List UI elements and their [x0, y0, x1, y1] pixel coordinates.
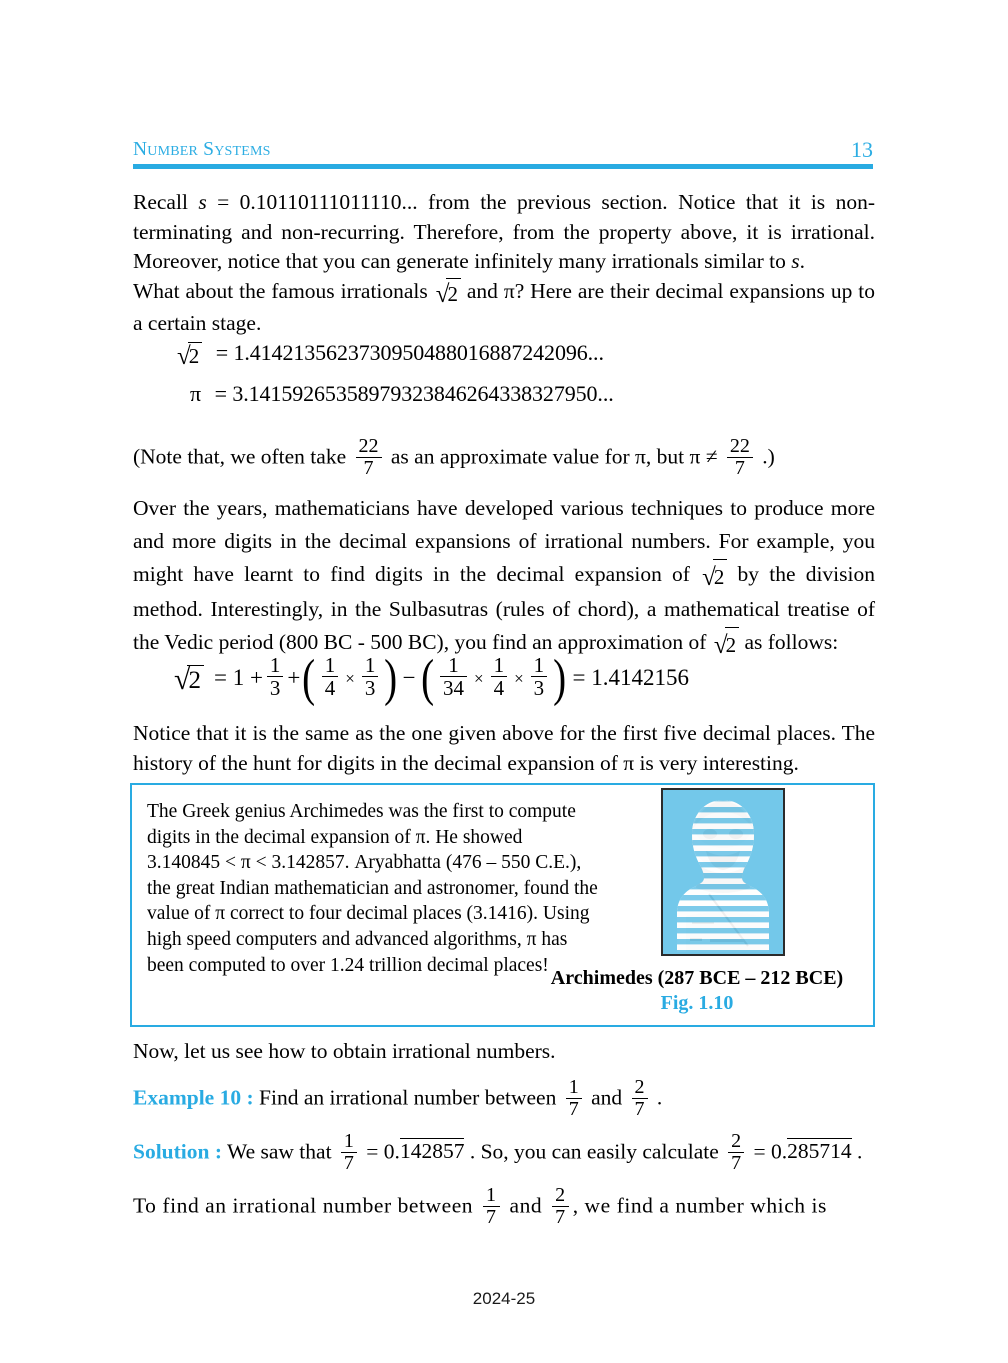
sulba-result: = 1.4142156 [572, 664, 689, 690]
fraction-denominator: 7 [727, 457, 753, 479]
fraction-22-7-second [727, 436, 753, 479]
page-number: 13 [851, 137, 873, 162]
fraction-numerator: 2 [731, 1130, 742, 1152]
fraction-denominator: 7 [728, 1152, 744, 1174]
para3-text-2: by the division method. Interestingly, in the Sulbasutras (rules of chord), a mathematical treatise of the Vedic period (800 BC - 500 BC), you find an approximation of [133, 562, 875, 654]
fraction-denominator: 7 [632, 1098, 648, 1120]
fraction-1-34 [440, 654, 467, 699]
solution-text-2: = 0. [360, 1139, 400, 1164]
fraction-2-7-solution [728, 1131, 744, 1174]
paragraph-notice-same [133, 719, 875, 778]
fraction-denominator: 7 [356, 457, 382, 479]
fraction-denominator: 34 [440, 676, 467, 699]
pi-decimal-value: = 3.14159265358979323846264338327950... [214, 381, 614, 406]
equation-sulbasutra-sqrt2: √2 = 1 + $\frac{1}{3}$ + ( $\frac{1}{4}$ × $\frac{1}{3}$ ) − ( $\frac{1}{34}$ × $\frac{1}{4}$ × $\frac{1}{3}$ ) = 1.4142156 [174, 649, 689, 707]
solution-text-4: = 0. [748, 1139, 788, 1164]
fraction-numerator: 1 [448, 653, 459, 677]
fraction-1-7-last [483, 1185, 500, 1228]
note-text-3: .) [756, 444, 775, 469]
solution-text-3: . So, you can easily calculate [464, 1139, 725, 1164]
archimedes-portrait-image [661, 788, 785, 956]
sqrt-two-inline: √2 [712, 626, 739, 661]
fraction-1-3-a [267, 654, 284, 699]
note-text-1: (Note that, we often take [133, 444, 352, 469]
solution-block [133, 1132, 875, 1175]
para6-text-1: To find an irrational number between [133, 1193, 480, 1218]
paragraph-sulbasutras [133, 492, 875, 661]
paragraph-famous-irrationals [133, 277, 875, 338]
fraction-numerator: 1 [343, 1130, 354, 1152]
repeating-decimal-285714: 285714 [787, 1139, 852, 1164]
sulba-eq-start: = 1 + [213, 664, 263, 690]
solution-text-1: We saw that [222, 1139, 337, 1164]
fraction-22-7-first [356, 436, 382, 479]
fraction-numerator: 1 [269, 653, 281, 677]
fraction-denominator: 3 [531, 676, 548, 699]
fraction-denominator: 3 [362, 676, 379, 699]
equation-pi-expansion [190, 381, 614, 407]
solution-text-5: . [851, 1139, 863, 1164]
fraction-numerator: 1 [324, 653, 336, 677]
equation-sqrt2-expansion [175, 340, 604, 369]
para1-text-3: . [799, 249, 806, 273]
archimedes-bust-icon [676, 796, 770, 952]
fraction-2-7-last [552, 1185, 569, 1228]
running-title: Number Systems [133, 139, 271, 160]
figure-label: Fig. 1.10 [660, 992, 734, 1014]
fraction-numerator: 1 [493, 653, 505, 677]
fraction-denominator: 7 [483, 1206, 500, 1228]
para4-text: Notice that it is the same as the one given above for the first five decimal places. The history of the hunt for digits in the decimal expansion of π is very interesting. [133, 721, 875, 775]
sqrt2-decimal-value: = 1.4142135623730950488016887242096... [215, 340, 604, 365]
fraction-1-3-b [362, 654, 379, 699]
para3-text-3: as follows: [739, 630, 839, 654]
para2-text-1: What about the famous irrationals [133, 279, 434, 303]
sqrt-two-inline: √2 [700, 558, 727, 593]
example-text-3: . [651, 1085, 663, 1110]
fraction-numerator: 1 [364, 653, 376, 677]
fraction-1-4-b [491, 654, 508, 699]
example-text-1: Find an irrational number between [253, 1085, 562, 1110]
repeating-decimal-142857: 142857 [399, 1139, 465, 1164]
example-10-block [133, 1078, 875, 1121]
fraction-numerator: 22 [729, 435, 750, 457]
para1-text-2: = 0.10110111011110... from the previous section. Notice that it is non-terminating and non-recurring. Therefore, from the property above, it is irrational. Moreover, notice that you can generate infinitely many irrationals similar to [133, 190, 875, 273]
fraction-denominator: 7 [552, 1206, 569, 1228]
fraction-numerator: 1 [568, 1076, 579, 1098]
fraction-denominator: 4 [322, 676, 339, 699]
para1-text-1: Recall [133, 190, 199, 214]
fraction-numerator: 22 [358, 435, 379, 457]
sqrt-two-symbol: √2 [172, 661, 204, 695]
sulba-minus-sign: − [402, 664, 416, 690]
paragraph-recall [133, 188, 875, 277]
para6-text-2: and [503, 1193, 549, 1218]
page-footer: 2024-25 [472, 1289, 536, 1308]
fraction-denominator: 7 [566, 1098, 582, 1120]
sqrt-two-inline: √2 [434, 277, 461, 309]
fraction-numerator: 2 [634, 1076, 645, 1098]
fraction-1-4-a [322, 654, 339, 699]
fraction-numerator: 2 [555, 1184, 566, 1206]
fraction-1-7-solution [341, 1131, 357, 1174]
multiplication-sign-2: × [473, 668, 484, 688]
header-divider-rule [133, 164, 873, 169]
paragraph-to-find-irrational [133, 1186, 875, 1229]
para3-text-1: Over the years, mathematicians have developed various techniques to produce more and more digits in the decimal expansions of irrational numbers. For example, you might have learnt to find digits in the decimal expansion of [133, 496, 875, 586]
fraction-1-3-c [531, 654, 548, 699]
fraction-2-7-example [632, 1077, 648, 1120]
fraction-numerator: 1 [533, 653, 545, 677]
fraction-denominator: 4 [491, 676, 508, 699]
variable-s-1: s [198, 190, 207, 214]
archimedes-caption: Archimedes (287 BCE – 212 BCE) [550, 967, 844, 989]
archimedes-box-text: The Greek genius Archimedes was the first to compute digits in the decimal expansion of π. He showed 3.140845 < π < 3.142857. Aryabhatta (476 – 550 C.E.), the great Indian mathematician and astronomer, found the value of π correct to four decimal places (3.1416). Using high speed computers and advanced algorithms, π has been computed to over 1.24 trillion decimal places! [147, 801, 598, 976]
fraction-numerator: 1 [486, 1184, 497, 1206]
sulba-plus-sign: + [287, 664, 301, 690]
variable-s-2: s [791, 249, 800, 273]
archimedes-info-box [130, 783, 875, 1027]
multiplication-sign-3: × [514, 668, 524, 688]
solution-label: Solution : [133, 1139, 223, 1164]
fraction-denominator: 3 [267, 676, 284, 699]
fraction-1-7-example [566, 1077, 582, 1120]
sqrt-two-symbol: √2 [175, 341, 202, 369]
note-text-2: as an approximate value for π, but π ≠ [385, 444, 723, 469]
multiplication-sign-1: × [345, 668, 355, 688]
example-label: Example 10 : [133, 1085, 254, 1110]
example-text-2: and [585, 1085, 628, 1110]
fraction-denominator: 7 [341, 1152, 357, 1174]
para5-text: Now, let us see how to obtain irrational numbers. [133, 1039, 556, 1063]
para2-text-2: and π? Here are their decimal expansions up to a certain stage. [133, 279, 875, 335]
note-approximate-pi [133, 437, 875, 480]
pi-symbol: π [190, 381, 202, 406]
paragraph-now-let-us-see [133, 1037, 875, 1067]
para6-text-3: , we find a number which is [572, 1193, 827, 1218]
